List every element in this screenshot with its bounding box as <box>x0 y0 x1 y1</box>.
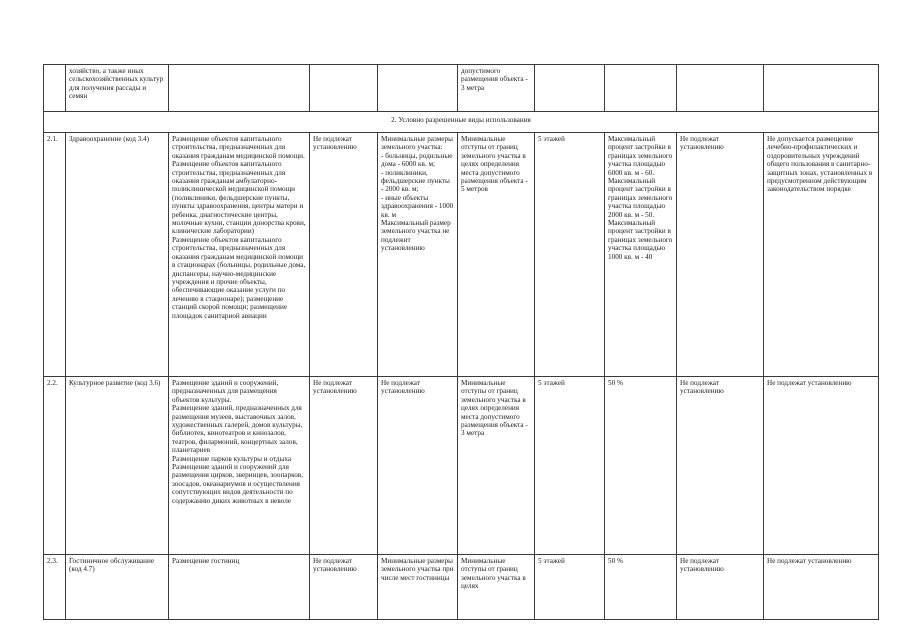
table-cell: Не подлежат установлению <box>764 555 879 620</box>
table-cell: Минимальные размеры земельного участка при числе мест гостиницы <box>378 555 458 620</box>
table-cell <box>535 65 605 112</box>
row-number: 2.1. <box>44 133 66 377</box>
table-cell <box>764 65 879 112</box>
section-heading-row <box>44 112 879 133</box>
table-cell: Минимальные отступы от границ земельного участка в целях определения места допустимого размещения объекта - 5 метров <box>458 133 535 377</box>
use-name: Гостиничное обслуживание (код 4.7) <box>66 555 169 620</box>
table-cell: Не подлежат установлению <box>677 133 764 377</box>
use-name: Здравоохранение (код 3.4) <box>66 133 169 377</box>
table-cell <box>677 65 764 112</box>
use-description: Размещение объектов капитального строительства, предназначенных для оказания гражданам медицинской помощи. Размещение объектов капитального строительства, предназначенных для оказания гражданам амбулаторно-поликлинической медицинской помощи (поликлиники, фельдшерские пункты, пункты здравоохранения, центры матери и ребенка, диагностические центры, молочные кухни, станции донорства крови, клинические лаборатории) Размещение объектов капитального строительства, предназначенных для оказания гражданам медицинской помощи в стационарах (больницы, родильные дома, диспансеры, научно-медицинские учреждения и прочие объекты, обеспечивающие оказание услуги по лечению в стационаре); размещение станций скорой помощи; размещение площадок санитарной авиации <box>169 133 310 377</box>
table-cell <box>310 65 378 112</box>
document-page <box>43 64 878 620</box>
table-row <box>44 133 879 377</box>
row-number: 2.3. <box>44 555 66 620</box>
use-name: Культурное развитие (код 3.6) <box>66 377 169 555</box>
table-cell <box>605 65 677 112</box>
use-description <box>169 65 310 112</box>
table-row <box>44 555 879 620</box>
table-cell: Минимальные размеры земельного участка: - больницы, родильные дома - 6000 кв. м; - поликлиники, фельдшерские пункты - 2000 кв. м; - иные объекты здравоохранения - 1000 кв. м Максимальный размер земельного участка не подлежит установлению <box>378 133 458 377</box>
table-cell: Максимальный процент застройки в границах земельного участка площадью 6000 кв. м - 60. Максимальный процент застройки в границах земельного участка площадью 2000 кв. м - 50. Максимальный процент застройки в границах земельного участка площадью 1000 кв. м - 40 <box>605 133 677 377</box>
table-cell <box>378 65 458 112</box>
table-cell: Не подлежат установлению <box>764 377 879 555</box>
table-cell: Минимальные отступы от границ земельного участка в целях <box>458 555 535 620</box>
section-heading: 2. Условно разрешенные виды использования <box>44 112 879 133</box>
table-cell: Не подлежат установлению <box>310 555 378 620</box>
use-description: Размещение гостиниц <box>169 555 310 620</box>
table-cell: Не подлежат установлению <box>677 555 764 620</box>
table-row <box>44 377 879 555</box>
table-cell: 5 этажей <box>535 555 605 620</box>
table-row <box>44 65 879 112</box>
use-description: Размещение зданий и сооружений, предназначенных для размещения объектов культуры. Размещение зданий, предназначенных для размещения музеев, выставочных залов, художественных галерей, домов культуры, библиотек, кинотеатров и кинозалов, театров, филармоний, концертных залов, планетариев Размещение парков культуры и отдыха Размещение зданий и сооружений для размещения цирков, зверинцев, зоопарков, зоосадов, океанариумов и осуществления сопутствующих видов деятельности по содержанию диких животных в неволе <box>169 377 310 555</box>
table-cell: 50 % <box>605 555 677 620</box>
table-cell: 5 этажей <box>535 377 605 555</box>
table-cell: Минимальные отступы от границ земельного участка в целях определения места допустимого размещения объекта - 3 метра <box>458 377 535 555</box>
table-cell: Не подлежат установлению <box>310 133 378 377</box>
use-name: хозяйство, а также иных сельскохозяйственных культур для получения рассады и семян <box>66 65 169 112</box>
row-number <box>44 65 66 112</box>
zoning-table <box>43 64 879 620</box>
table-cell: 5 этажей <box>535 133 605 377</box>
table-cell: Не подлежат установлению <box>378 377 458 555</box>
row-number: 2.2. <box>44 377 66 555</box>
table-cell: допустимого размещения объекта - 3 метра <box>458 65 535 112</box>
table-cell: Не допускается размещение лечебно-профилактических и оздоровительных учреждений общего пользования в санитарно-защитных зонах, установленных в предусмотренном действующим законодательством порядке <box>764 133 879 377</box>
table-cell: 50 % <box>605 377 677 555</box>
table-cell: Не подлежат установлению <box>310 377 378 555</box>
table-cell: Не подлежат установлению <box>677 377 764 555</box>
